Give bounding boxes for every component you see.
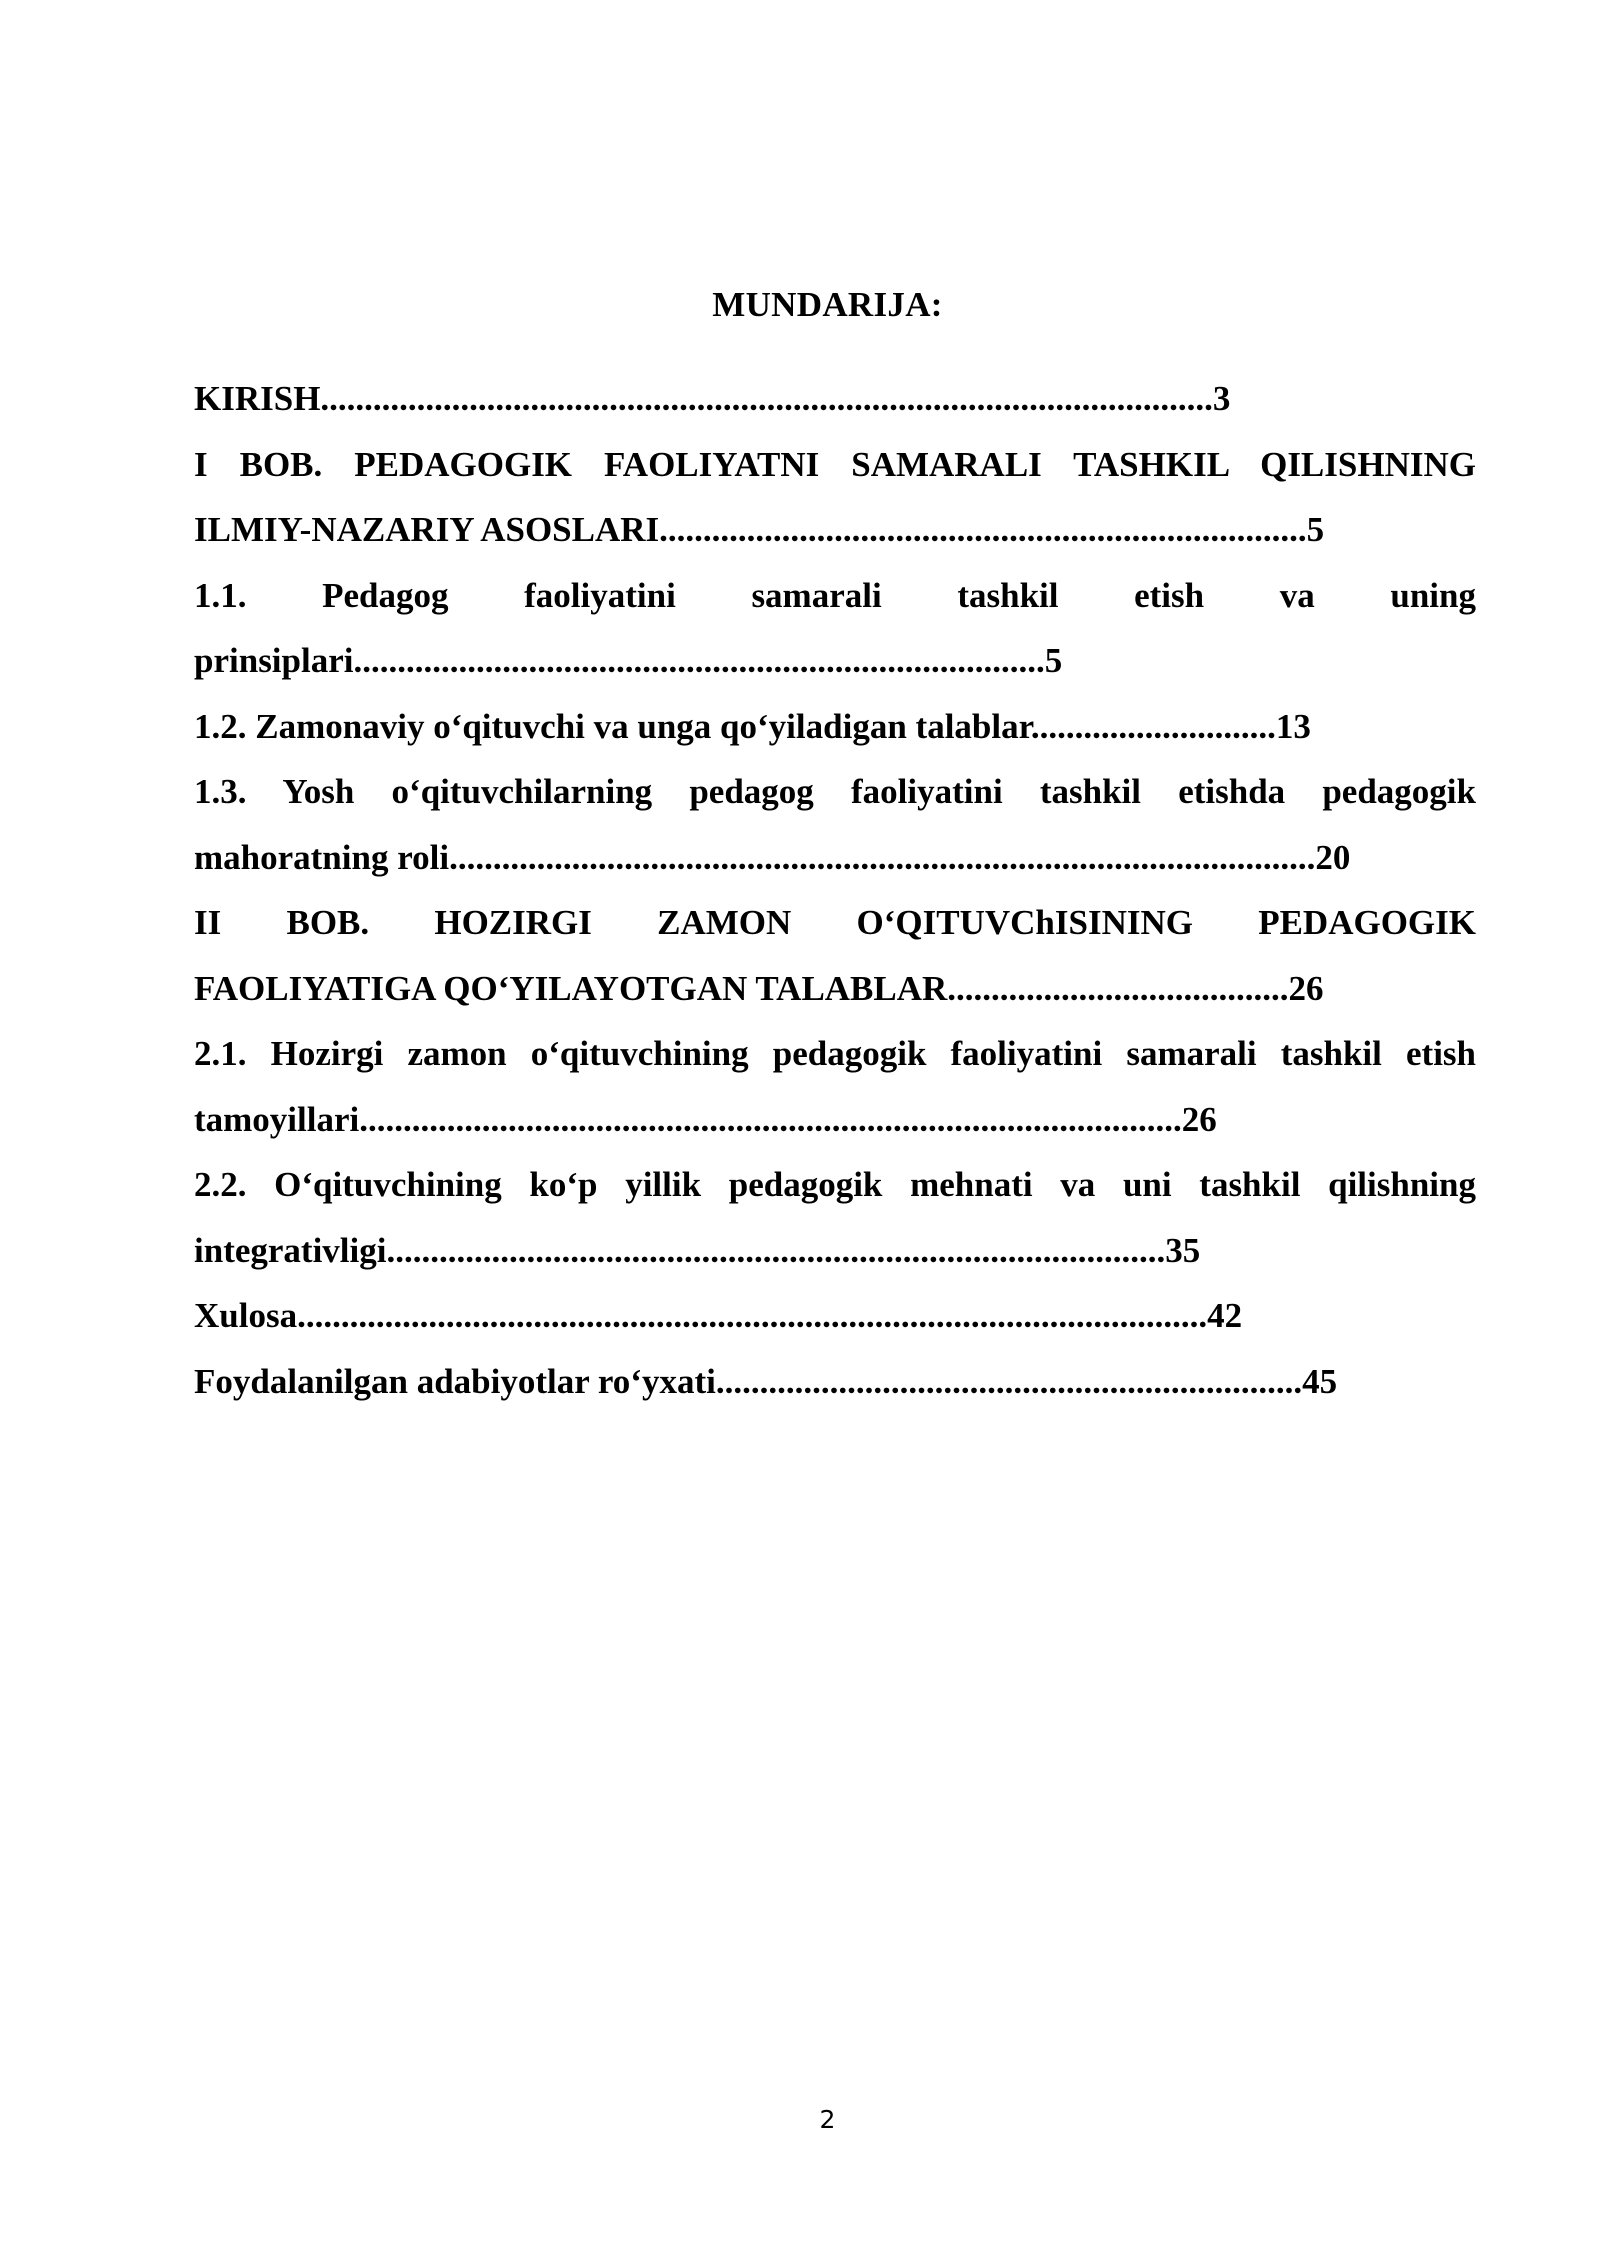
- toc-entry-chapter-1-line-2[interactable]: ILMIY-NAZARIY ASOSLARI..........................................................................5: [194, 510, 1325, 549]
- toc-entry-xulosa[interactable]: Xulosa........................................................................................................42: [194, 1296, 1243, 1335]
- toc-entry-section-2-2-line-2[interactable]: integrativligi.........................................................................................35: [194, 1230, 1201, 1270]
- toc-entry-section-1-2[interactable]: 1.2. Zamonaviy o‘qituvchi va unga qo‘yiladigan talablar............................13: [194, 706, 1311, 746]
- toc-entry-section-2-1-line-2[interactable]: tamoyillari..............................................................................................26: [194, 1099, 1217, 1139]
- toc-entry-chapter-1-line-1[interactable]: I BOB. PEDAGOGIK FAOLIYATNI SAMARALI TASHKIL QILISHNING: [194, 444, 1476, 484]
- toc-entry-chapter-2-line-1[interactable]: II BOB. HOZIRGI ZAMON O‘QITUVChISINING PEDAGOGIK: [194, 903, 1476, 942]
- toc-entry-section-1-1-line-2[interactable]: prinsiplari...............................................................................5: [194, 641, 1063, 680]
- toc-entry-references[interactable]: Foydalanilgan adabiyotlar ro‘yxati...................................................................45: [194, 1361, 1338, 1401]
- toc-entry-section-1-3-line-1[interactable]: 1.3. Yosh o‘qituvchilarning pedagog faoliyatini tashkil etishda pedagogik: [194, 772, 1476, 811]
- table-of-contents: [194, 366, 1476, 1414]
- toc-entry-section-2-2-line-1[interactable]: 2.2. O‘qituvchining ko‘p yillik pedagogik mehnati va uni tashkil qilishning: [194, 1165, 1476, 1204]
- page-number: 2: [819, 2105, 836, 2134]
- toc-entry-section-1-3-line-2[interactable]: mahoratning roli...................................................................................................20: [194, 837, 1351, 877]
- toc-entry-section-1-1-line-1[interactable]: 1.1. Pedagog faoliyatini samarali tashkil etish va uning: [194, 575, 1476, 615]
- toc-entry-chapter-2-line-2[interactable]: FAOLIYATIGA QO‘YILAYOTGAN TALABLAR.......................................26: [194, 968, 1324, 1008]
- toc-heading: MUNDARIJA:: [712, 285, 943, 324]
- toc-entry-section-2-1-line-1[interactable]: 2.1. Hozirgi zamon o‘qituvchining pedagogik faoliyatini samarali tashkil etish: [194, 1034, 1476, 1073]
- toc-entry-kirish[interactable]: KIRISH......................................................................................................3: [194, 379, 1231, 418]
